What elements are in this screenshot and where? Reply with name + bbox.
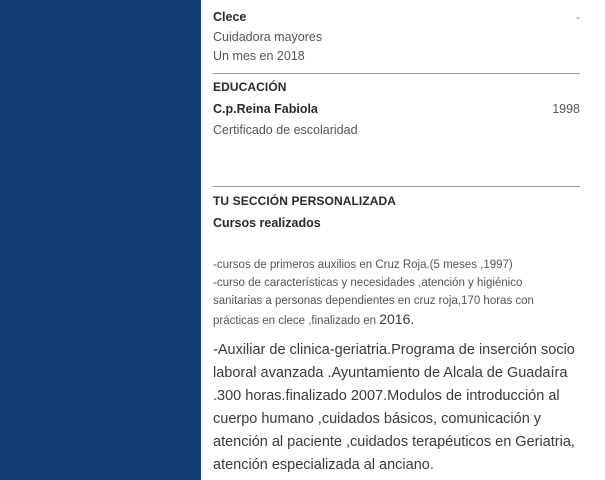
course-line: cuerpo humano ,cuidados básicos, comunicación y	[213, 411, 542, 427]
courses-text-small	[213, 256, 580, 330]
education-heading: EDUCACIÓN	[213, 80, 287, 94]
section-divider	[213, 73, 580, 74]
custom-section-subheading: Cursos realizados	[213, 216, 321, 230]
education-certificate: Certificado de escolaridad	[213, 123, 358, 137]
course-line: -cursos de primeros auxilios en Cruz Roja.(5 meses ,1997)	[213, 259, 513, 271]
course-line: -curso de características y necesidades ,atención y higiénico	[213, 277, 523, 289]
experience-date-dash: -	[576, 10, 580, 24]
experience-job-title: Cuidadora mayores	[213, 30, 323, 44]
course-line: .300 horas.finalizado 2007.Modulos de introducción al	[213, 388, 560, 404]
courses-text-large	[213, 339, 593, 477]
course-line: atención especializada al anciano.	[213, 457, 434, 473]
section-divider	[213, 186, 580, 187]
experience-company: Clece	[213, 10, 247, 24]
experience-period: Un mes en 2018	[213, 49, 305, 63]
course-line: -Auxiliar de clinica-geriatria.Programa de inserción socio	[213, 342, 575, 358]
resume-content	[213, 0, 580, 480]
custom-section-heading: TU SECCIÓN PERSONALIZADA	[213, 194, 397, 208]
sidebar-panel	[0, 0, 201, 480]
course-line: atención al paciente ,cuidados terapéuticos en Geriatria,	[213, 434, 575, 450]
course-line-prefix: prácticas en clece ,finalizado en	[213, 315, 380, 327]
education-school: C.p.Reina Fabiola	[213, 102, 318, 116]
course-line: sanitarias a personas dependientes en cruz roja,170 horas con	[213, 295, 534, 307]
course-line-year: 2016.	[379, 311, 415, 327]
course-line: laboral avanzada .Ayuntamiento de Alcala de Guadaíra	[213, 365, 568, 381]
education-year: 1998	[552, 102, 580, 116]
course-line	[213, 310, 580, 330]
